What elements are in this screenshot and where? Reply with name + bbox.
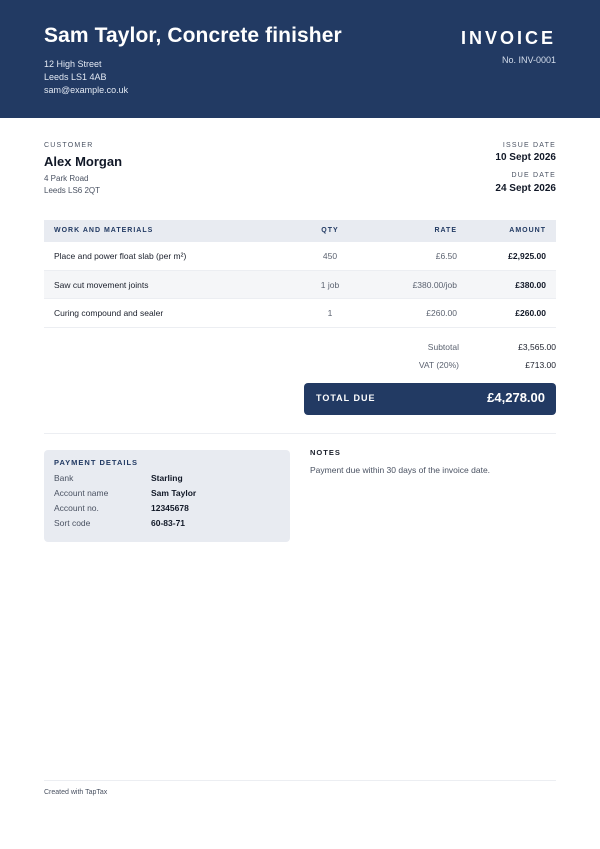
payment-details-title: PAYMENT DETAILS bbox=[54, 458, 139, 467]
row-description: Curing compound and sealer bbox=[54, 308, 164, 318]
invoice-header bbox=[0, 0, 600, 118]
payment-value: Starling bbox=[151, 473, 183, 483]
payment-value: 12345678 bbox=[151, 503, 189, 513]
customer-name: Alex Morgan bbox=[44, 154, 123, 169]
row-description: Place and power float slab (per m²) bbox=[54, 251, 187, 261]
notes-title: NOTES bbox=[310, 448, 341, 457]
header-rate: RATE bbox=[434, 227, 457, 234]
subtotal-value: £3,565.00 bbox=[518, 342, 556, 352]
row-qty: 1 bbox=[327, 308, 333, 318]
payment-key: Sort code bbox=[54, 518, 91, 528]
row-qty: 450 bbox=[322, 251, 338, 261]
business-address bbox=[44, 58, 128, 97]
line-items-table bbox=[44, 220, 556, 328]
row-rate: £380.00/job bbox=[412, 279, 457, 290]
total-due-box bbox=[304, 383, 556, 415]
row-amount: £2,925.00 bbox=[508, 251, 546, 261]
header-amount: AMOUNT bbox=[509, 227, 546, 234]
row-amount: £260.00 bbox=[515, 308, 546, 318]
issue-date-label: ISSUE DATE bbox=[502, 142, 556, 149]
business-address-line2: Leeds LS1 4AB bbox=[44, 72, 107, 82]
table-row bbox=[44, 299, 556, 328]
payment-key: Account name bbox=[54, 488, 109, 498]
notes-text: Payment due within 30 days of the invoice date. bbox=[310, 465, 491, 475]
table-row bbox=[44, 271, 556, 300]
vat-label: VAT (20%) bbox=[418, 360, 459, 370]
table-row bbox=[44, 242, 556, 271]
row-qty: 1 job bbox=[320, 279, 340, 290]
row-rate: £260.00 bbox=[426, 308, 457, 318]
footer-divider bbox=[44, 780, 556, 781]
business-name: Sam Taylor, Concrete finisher bbox=[44, 24, 342, 47]
customer-address-line2: Leeds LS6 2QT bbox=[44, 186, 101, 195]
customer-address bbox=[44, 173, 100, 197]
payment-value: Sam Taylor bbox=[151, 488, 197, 498]
total-due-value: £4,278.00 bbox=[487, 390, 545, 405]
row-amount: £380.00 bbox=[515, 279, 546, 290]
due-date-label: DUE DATE bbox=[511, 172, 556, 179]
vat-value: £713.00 bbox=[525, 360, 556, 370]
header-description: WORK AND MATERIALS bbox=[54, 227, 154, 234]
invoice-number: No. INV-0001 bbox=[501, 55, 556, 65]
issue-date: 10 Sept 2026 bbox=[495, 152, 556, 163]
customer-address-line1: 4 Park Road bbox=[44, 174, 89, 183]
customer-label: CUSTOMER bbox=[44, 142, 94, 149]
row-rate: £6.50 bbox=[435, 251, 457, 261]
invoice-title: INVOICE bbox=[460, 28, 556, 48]
due-date: 24 Sept 2026 bbox=[495, 183, 556, 194]
payment-key: Account no. bbox=[54, 503, 99, 513]
payment-details-panel bbox=[44, 450, 290, 542]
payment-value: 60-83-71 bbox=[151, 518, 186, 528]
header-qty: QTY bbox=[321, 227, 339, 234]
total-due-label: TOTAL DUE bbox=[316, 393, 376, 403]
payment-key: Bank bbox=[54, 473, 74, 483]
subtotal-label: Subtotal bbox=[427, 342, 459, 352]
row-description: Saw cut movement joints bbox=[54, 279, 149, 290]
section-divider bbox=[44, 433, 556, 434]
business-email: sam@example.co.uk bbox=[44, 85, 129, 95]
footer-credit: Created with TapTax bbox=[44, 789, 108, 796]
table-header bbox=[44, 220, 556, 242]
business-address-line1: 12 High Street bbox=[44, 59, 102, 69]
